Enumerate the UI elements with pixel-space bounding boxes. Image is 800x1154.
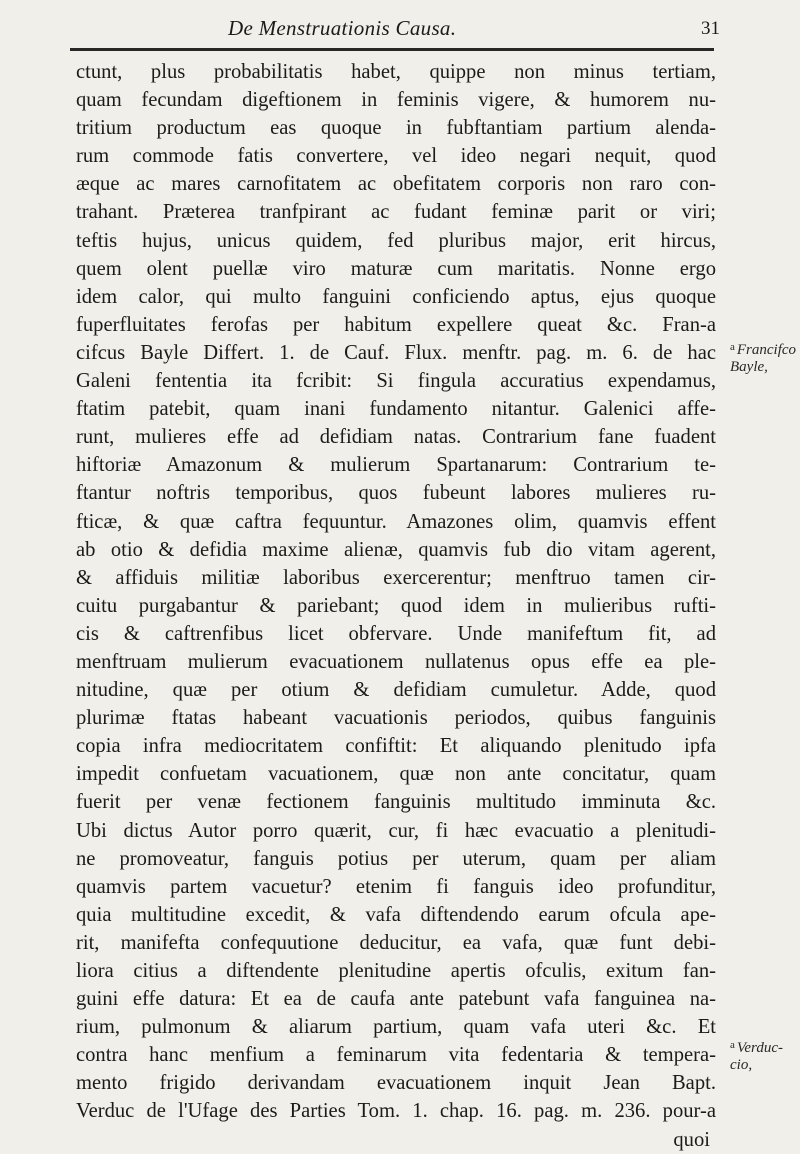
running-title: De Menstruationis Causa. — [228, 16, 457, 40]
text-line: idem calor, qui multo fanguini conficiendo aptus, ejus quoque — [76, 285, 716, 308]
margin-note-text: Francifco Bayle, — [730, 342, 797, 375]
text-line: ab otio & defidia maxime alienæ, quamvis fub dio vitam agerent, — [76, 538, 716, 561]
header-rule — [70, 48, 714, 51]
text-line: guini effe datura: Et ea de caufa ante patebunt vafa fanguinea na- — [76, 988, 716, 1011]
text-line: copia infra mediocritatem confiftit: Et aliquando plenitudo ipfa — [76, 735, 716, 758]
margin-note-bayle — [730, 339, 796, 376]
text-line: & affiduis militiæ laboribus exercerentur; menftruo tamen cir- — [76, 566, 716, 589]
text-line: ne promoveatur, fanguis potius per uterum, quam per aliam — [76, 847, 716, 870]
text-line: menftruam mulierum evacuationem nullatenus opus effe ea ple- — [76, 650, 716, 673]
text-line: Galeni fententia ita fcribit: Si fingula accuratius expendamus, — [76, 370, 716, 393]
text-line: quamvis partem vacuetur? etenim fi fanguis ideo profunditur, — [76, 875, 716, 898]
text-line: rum commode fatis convertere, vel ideo negari nequit, quod — [76, 145, 716, 168]
text-line: quem olent puellæ viro maturæ cum maritatis. Nonne ergo — [76, 257, 716, 280]
text-line: quam fecundam digeftionem in feminis vigere, & humorem nu- — [76, 89, 716, 112]
text-line: Verduc de l'Ufage des Parties Tom. 1. chap. 16. pag. m. 236. pour-a — [76, 1100, 716, 1123]
text-line: hiftoriæ Amazonum & mulierum Spartanarum: Contrarium te- — [76, 454, 716, 477]
footnote-marker: a — [730, 1039, 735, 1051]
catchword: quoi — [673, 1128, 710, 1151]
text-line: runt, mulieres effe ad defidiam natas. Contrarium fane fuadent — [76, 426, 716, 449]
text-line: fuerit per venæ fectionem fanguinis multitudo imminuta &c. — [76, 791, 716, 814]
margin-note-verduc — [730, 1037, 796, 1074]
page-header — [160, 14, 720, 44]
text-line: cis & caftrenfibus licet obfervare. Unde manifeftum fit, ad — [76, 622, 716, 645]
text-line: fuperfluitates ferofas per habitum expellere queat &c. Fran-a — [76, 313, 716, 336]
text-line: liora citius a diftendente plenitudine apertis ofculis, exitum fan- — [76, 960, 716, 982]
text-line: æque ac mares carnofitatem ac obefitatem corporis non raro con- — [76, 173, 716, 196]
text-line: tritium productum eas quoque in fubftantiam partium alenda- — [76, 117, 716, 140]
text-line: cifcus Bayle Differt. 1. de Cauf. Flux. menftr. pag. m. 6. de hac — [76, 341, 716, 364]
margin-note-text: Verduc- cio, — [730, 1040, 783, 1073]
text-line: Ubi dictus Autor porro quærit, cur, fi hæc evacuatio a plenitudi- — [76, 819, 716, 842]
page-number: 31 — [701, 18, 720, 39]
text-line: nitudine, quæ per otium & defidiam cumuletur. Adde, quod — [76, 679, 716, 702]
text-line: fticæ, & quæ caftra fequuntur. Amazones olim, quamvis effent — [76, 510, 716, 533]
text-line: trahant. Præterea tranfpirant ac fudant feminæ parit or viri; — [76, 201, 716, 224]
text-line: impedit confuetam vacuationem, quæ non ante concitatur, quam — [76, 763, 716, 786]
text-line: cuitu purgabantur & pariebant; quod idem in mulieribus rufti- — [76, 594, 716, 617]
text-line: quia multitudine excedit, & vafa diftendendo earum ofcula ape- — [76, 903, 716, 926]
text-line: mento frigido derivandam evacuationem inquit Jean Bapt. — [76, 1072, 716, 1095]
footnote-marker: a — [730, 341, 735, 353]
text-line: plurimæ ftatas habeant vacuationis periodos, quibus fanguinis — [76, 707, 716, 730]
text-line: contra hanc menfium a feminarum vita fedentaria & tempera- — [76, 1044, 716, 1067]
text-line: teftis hujus, unicus quidem, fed pluribus major, erit hircus, — [76, 229, 716, 252]
text-line: ctunt, plus probabilitatis habet, quippe non minus tertiam, — [76, 61, 716, 83]
text-line: rit, manifefta confequutione deducitur, ea vafa, quæ funt debi- — [76, 931, 716, 954]
text-line: rium, pulmonum & aliarum partium, quam vafa uteri &c. Et — [76, 1016, 716, 1039]
text-line: ftantur noftris temporibus, quos fubeunt labores mulieres ru- — [76, 482, 716, 505]
body-text — [76, 58, 716, 1154]
text-line: ftatim patebit, quam inani fundamento nitantur. Galenici affe- — [76, 398, 716, 421]
